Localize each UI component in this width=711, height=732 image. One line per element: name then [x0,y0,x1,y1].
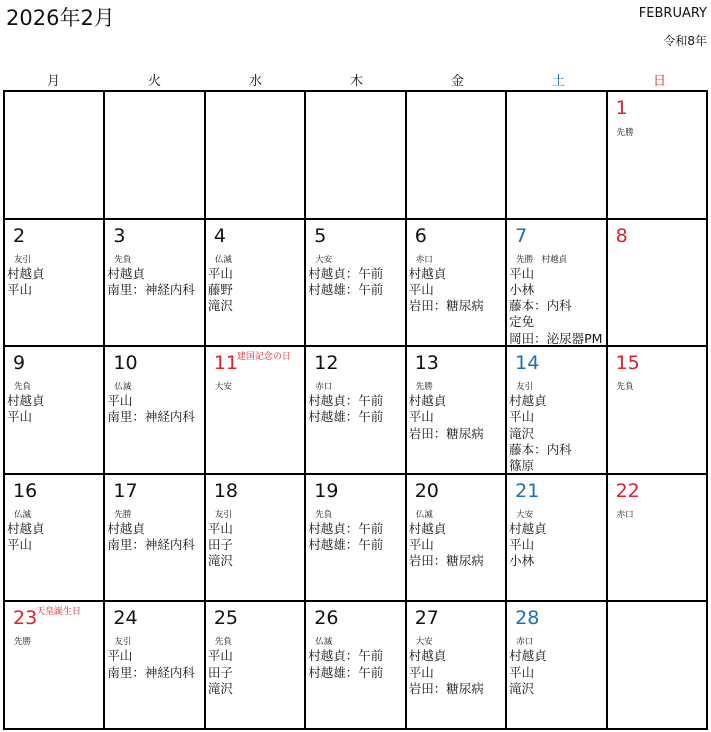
schedule-entry: 滝沢 [509,680,535,696]
schedule-entry: 村越貞 [408,393,447,409]
schedule-entry: 田子 [207,664,233,680]
day-cell-10[interactable] [105,347,205,475]
day-number: 4 [213,224,226,247]
day-number: 22 [615,479,640,502]
schedule-entries [7,393,45,426]
day-cell-11[interactable] [206,347,306,475]
era-year: 令和8年 [663,34,707,48]
schedule-entry: 平山 [509,265,535,281]
day-cell-15[interactable] [608,347,708,475]
day-number: 5 [314,224,327,247]
schedule-entries [509,521,547,570]
rokuyo-label: 赤口 [415,254,433,265]
day-cell-2[interactable] [5,220,105,348]
schedule-entries [409,266,484,315]
schedule-entries [208,266,233,315]
schedule-entries [308,393,383,426]
empty-day-cell [407,92,507,220]
schedule-entry: 田子 [207,537,233,553]
weekday-sat: 土 [551,74,565,89]
schedule-entry: 滝沢 [207,680,233,696]
schedule-entry: 村越雄：午前 [308,281,384,297]
calendar-title: 2026年2月 [6,6,115,30]
schedule-entry: 平山 [7,537,33,553]
schedule-entry: 村越貞：午前 [308,393,384,409]
schedule-entry: 定免 [509,314,535,330]
schedule-entry: 平山 [207,520,233,536]
schedule-entry: 平山 [207,648,233,664]
rokuyo-label: 先勝 [114,509,132,520]
day-number: 6 [414,224,427,247]
day-number: 15 [615,352,640,375]
rokuyo-label: 先勝 [14,637,32,648]
day-cell-24[interactable] [105,602,205,730]
day-cell-13[interactable] [407,347,507,475]
schedule-entries [409,521,484,570]
rokuyo-label: 先勝 [415,382,433,393]
schedule-entry: 村越貞 [7,520,45,536]
day-number: 3 [113,224,126,247]
schedule-entries [509,648,547,697]
schedule-entry: 滝沢 [207,553,233,569]
rokuyo-label: 赤口 [516,637,534,648]
rokuyo-label: 大安 [315,254,333,265]
rokuyo-label: 先負 [315,509,333,520]
rokuyo-label: 仏滅 [214,254,232,265]
schedule-entry: 南里：神経内科 [107,537,195,553]
schedule-entries [409,648,484,697]
day-cell-3[interactable] [105,220,205,348]
schedule-entry: 岩田：糖尿病 [408,425,484,441]
day-cell-14[interactable] [507,347,607,475]
day-cell-9[interactable] [5,347,105,475]
day-number: 13 [414,352,439,375]
schedule-entry: 平山 [408,537,434,553]
day-cell-16[interactable] [5,475,105,603]
day-cell-12[interactable] [306,347,406,475]
weekday-mon: 月 [46,74,60,89]
schedule-entry: 小林 [509,281,535,297]
rokuyo-label: 先負 [14,382,32,393]
day-cell-25[interactable] [206,602,306,730]
empty-day-cell [608,602,708,730]
day-number: 17 [113,479,138,502]
schedule-entry: 岩田：糖尿病 [408,298,484,314]
rokuyo-label: 先勝 [616,128,634,138]
calendar-grid [3,90,708,730]
schedule-entry: 村越雄：午前 [308,537,384,553]
schedule-entry: 村越貞 [107,265,145,281]
weekday-wed: 水 [248,74,262,89]
rokuyo-label: 先勝 村越貞 [516,254,568,265]
schedule-entry: 藤本：内科 [509,442,572,458]
rokuyo-label: 友引 [516,382,534,393]
schedule-entry: 岩田：糖尿病 [408,680,484,696]
weekday-header [3,70,710,89]
rokuyo-label: 友引 [214,509,232,520]
day-cell-22[interactable] [608,475,708,603]
day-cell-28[interactable] [507,602,607,730]
schedule-entry: 篠原 [509,458,535,474]
day-number: 9 [13,352,26,375]
day-cell-5[interactable] [306,220,406,348]
day-number: 14 [515,352,540,375]
rokuyo-label: 仏滅 [315,637,333,648]
rokuyo-label: 赤口 [616,509,634,520]
empty-day-cell [5,92,105,220]
rokuyo-label: 友引 [14,254,32,265]
weekday-fri: 金 [450,74,464,89]
day-number: 19 [314,479,339,502]
schedule-entry: 平山 [107,393,133,409]
schedule-entry: 平山 [509,537,535,553]
schedule-entry: 村越雄：午前 [308,664,384,680]
rokuyo-label: 先負 [616,382,634,393]
day-number: 16 [13,479,38,502]
schedule-entries [509,393,572,474]
day-number: 8 [615,224,628,247]
day-number: 24 [113,607,138,630]
day-cell-20[interactable] [407,475,507,603]
schedule-entries [107,393,195,426]
schedule-entry: 村越貞：午前 [308,520,384,536]
day-number: 25 [213,607,239,630]
schedule-entry: 村越貞 [107,520,145,536]
day-cell-8[interactable] [608,220,708,348]
day-number: 18 [213,479,239,502]
day-cell-7[interactable] [507,220,607,348]
day-number: 2 [13,224,26,247]
day-cell-27[interactable] [407,602,507,730]
schedule-entry: 平山 [7,281,33,297]
day-number: 12 [314,352,339,375]
rokuyo-label: 仏滅 [415,509,433,520]
schedule-entry: 滝沢 [509,425,535,441]
rokuyo-label: 先負 [214,637,232,648]
rokuyo-label: 大安 [516,509,534,520]
schedule-entry: 岩田：糖尿病 [408,553,484,569]
schedule-entry: 岡田：泌尿器PM [509,330,603,346]
schedule-entry: 平山 [408,664,434,680]
schedule-entry: 南里：神経内科 [107,409,195,425]
weekday-tue: 火 [147,74,161,89]
day-cell-4[interactable] [206,220,306,348]
rokuyo-label: 大安 [415,637,433,648]
schedule-entry: 南里：神経内科 [107,664,195,680]
empty-day-cell [206,92,306,220]
holiday-name: 建国記念の日 [236,352,291,363]
schedule-entry: 平山 [207,265,233,281]
day-number: 7 [515,224,528,247]
rokuyo-label: 仏滅 [14,509,32,520]
weekday-sun: 日 [652,74,666,89]
schedule-entries [208,648,233,697]
schedule-entry: 平山 [7,409,33,425]
schedule-entry: 村越貞 [7,393,45,409]
schedule-entries [107,266,195,299]
schedule-entry: 小林 [509,553,535,569]
schedule-entry: 平山 [408,281,434,297]
weekday-thu: 木 [349,74,363,89]
schedule-entry: 村越貞 [408,648,447,664]
schedule-entries [409,393,484,442]
schedule-entry: 南里：神経内科 [107,281,195,297]
rokuyo-label: 先負 [114,254,132,265]
day-number: 28 [515,607,540,630]
schedule-entries [107,648,195,681]
day-number: 27 [414,607,439,630]
schedule-entry: 平山 [107,648,133,664]
schedule-entry: 村越貞 [509,520,547,536]
schedule-entry: 藤本：内科 [509,298,572,314]
day-cell-1[interactable] [608,92,708,220]
schedule-entries [509,266,602,347]
schedule-entry: 藤野 [207,281,233,297]
schedule-entry: 村越貞 [408,520,447,536]
day-cell-19[interactable] [306,475,406,603]
schedule-entry: 村越貞：午前 [308,648,384,664]
schedule-entry: 村越貞：午前 [308,265,384,281]
empty-day-cell [306,92,406,220]
holiday-name: 天皇誕生日 [36,607,82,618]
day-cell-18[interactable] [206,475,306,603]
schedule-entry: 村越貞 [408,265,447,281]
schedule-entries [107,521,195,554]
schedule-entries [308,521,383,554]
day-number: 26 [314,607,339,630]
empty-day-cell [105,92,205,220]
schedule-entry: 平山 [509,664,535,680]
schedule-entry: 平山 [408,409,434,425]
schedule-entry: 滝沢 [207,298,233,314]
day-number: 21 [515,479,540,502]
day-number: 11 [213,352,239,375]
schedule-entry: 村越貞 [7,265,45,281]
day-cell-26[interactable] [306,602,406,730]
rokuyo-label: 赤口 [315,382,333,393]
schedule-entry: 村越雄：午前 [308,409,384,425]
schedule-entries [308,266,383,299]
schedule-entry: 村越貞 [509,648,547,664]
day-number: 10 [113,352,138,375]
day-cell-21[interactable] [507,475,607,603]
schedule-entries [7,521,45,554]
day-cell-17[interactable] [105,475,205,603]
schedule-entries [208,521,233,570]
rokuyo-label: 大安 [214,382,232,393]
day-number: 20 [414,479,439,502]
month-english: FEBRUARY [638,6,707,21]
rokuyo-label: 仏滅 [114,382,132,393]
day-number: 23 [13,607,38,630]
day-number: 1 [615,97,628,119]
schedule-entries [7,266,45,299]
schedule-entry: 村越貞 [509,393,547,409]
empty-day-cell [507,92,607,220]
day-cell-23[interactable] [5,602,105,730]
rokuyo-label: 友引 [114,637,132,648]
schedule-entry: 平山 [509,409,535,425]
schedule-entries [308,648,383,681]
day-cell-6[interactable] [407,220,507,348]
